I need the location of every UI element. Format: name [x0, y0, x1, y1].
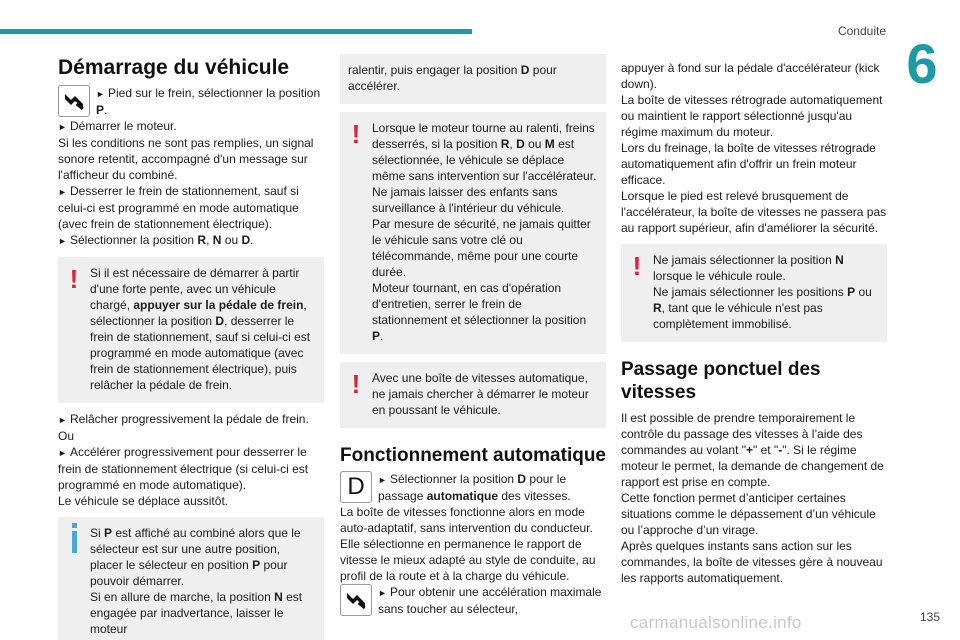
- info-icon: [66, 525, 82, 553]
- downshift-text: La boîte de vitesses rétrograde automatiquement ou maintient le rapport sélectionné jusqu'au régime maximum du moteur.: [621, 93, 883, 139]
- warning-icon: !: [351, 369, 361, 399]
- info-box-continued: ralentir, puis engager la position D pour accélérer.: [340, 54, 606, 104]
- arrow-icon: ►: [58, 448, 67, 458]
- d-position-icon: D: [340, 471, 372, 503]
- warning-box-neutral: ! Ne jamais sélectionner la position N lorsque le véhicule roule. Ne jamais sélectionner les positions P ou R, tant que le véhicule n'est pas complètement immobilisé.: [621, 244, 887, 342]
- braking-text: Lors du freinage, la boîte de vitesses rétrograde automatiquement afin d'offrir un frein moteur efficace.: [621, 141, 876, 187]
- warning-icon: !: [69, 264, 79, 294]
- section-title-manual: Passage ponctuel des vitesses: [621, 359, 821, 403]
- step-select-d: D ► Sélectionner la position D pour le passage automatique des vitesses.: [340, 471, 606, 504]
- warning-icon: !: [351, 119, 361, 149]
- foot-lift-text: Lorsque le pied est relevé brusquement de l'accélérateur, la boîte de vitesses ne passera pas au rapport supérieur, afin d'améliorer la sécurité.: [621, 189, 887, 235]
- watermark: carmanualsonline.info: [630, 613, 802, 632]
- warning-box-push-start: ! Avec une boîte de vitesses automatique, ne jamais chercher à démarrer le moteur en poussant le véhicule.: [340, 362, 606, 428]
- arrow-icon: ►: [58, 415, 67, 425]
- or-text: Ou: [58, 429, 75, 443]
- page-title: Démarrage du véhicule: [58, 56, 290, 79]
- vehicle-moves-text: Le véhicule se déplace aussitôt.: [58, 494, 229, 508]
- step-max-acceleration: ► Pour obtenir une accélération maximale sans toucher au sélecteur,: [340, 584, 606, 617]
- section-title-automatic: Fonctionnement automatique: [340, 445, 606, 466]
- foot-pedal-icon: [340, 584, 372, 616]
- step-brake-select-p: ► Pied sur le frein, sélectionner la position P.: [58, 85, 324, 118]
- anticipate-text: Cette fonction permet d’anticiper certaines situations comme le dépassement d’un véhicule ou l’approche d’un virage.: [621, 491, 876, 537]
- condition-text: Si les conditions ne sont pas remplies, un signal sonore retentit, accompagné d'un message sur l'afficheur du combiné.: [58, 136, 314, 182]
- kick-down-text: appuyer à fond sur la pédale d'accélérateur (kick down).: [621, 61, 880, 91]
- warning-box-idle: ! Lorsque le moteur tourne au ralenti, freins desserrés, si la position R, D ou M est sélectionnée, le véhicule se déplace même sans intervention sur l'accélérateur. Ne jamais laisser des enfants sans surveillance à l'intérieur du véhicule. Par mesure de sécurité, ne jamais quitter le véhicule sans votre clé ou télécommande, même pour une courte durée. Moteur tournant, en cas d'opération d'entretien, serrer le frein de stationnement et sélectionner la position P.: [340, 112, 606, 354]
- foot-pedal-icon: [58, 85, 90, 117]
- warning-box-slope: ! Si il est nécessaire de démarrer à partir d'une forte pente, avec un véhicule chargé, appuyer sur la pédale de frein, sélectionner la position D, desserrer le frein de stationnement, sauf si celui-ci est programmé en mode automatique (avec frein de stationnement électrique), puis relâcher la pédale de frein.: [58, 257, 324, 403]
- header-title: Conduite: [837, 24, 886, 38]
- arrow-icon: ►: [58, 236, 67, 246]
- auto-return-text: Après quelques instants sans action sur les commandes, la boîte de vitesses gère à nouveau les rapports automatiquement.: [621, 539, 883, 585]
- column-1: [58, 52, 324, 640]
- auto-mode-text: La boîte de vitesses fonctionne alors en mode auto-adaptatif, sans intervention du conducteur. Elle sélectionne en permanence le rapport de vitesse le mieux adapté au style de conduite, au profil de la route et à la charge du véhicule.: [340, 505, 596, 583]
- step-release-parking-brake: ► Desserrer le frein de stationnement, sauf si celui-ci est programmé en mode automatique (avec frein de stationnement électrique).: [58, 184, 299, 231]
- column-2: [340, 52, 606, 617]
- step-accelerate: ► Accélérer progressivement pour desserrer le frein de stationnement électrique (si celui-ci est programmé en mode automatique).: [58, 445, 309, 492]
- step-release-brake-pedal: ► Relâcher progressivement la pédale de frein.: [58, 412, 309, 426]
- arrow-icon: ►: [378, 475, 387, 485]
- warning-icon: !: [632, 251, 642, 281]
- header-accent-bar: [0, 29, 472, 34]
- arrow-icon: ►: [58, 187, 67, 197]
- page-number: 135: [919, 610, 940, 624]
- step-start-engine: ► Démarrer le moteur.: [58, 119, 177, 133]
- column-3: [621, 52, 887, 586]
- arrow-icon: ►: [58, 122, 67, 132]
- temporary-control-text: Il est possible de prendre temporairement le contrôle du passage des vitesses à l’aide des commandes au volant "+" et "-". Si le régime moteur le permet, la demande de changement de rapport est prise en compte.: [621, 411, 884, 489]
- arrow-icon: ►: [96, 89, 105, 99]
- info-box-p-displayed: Si P est affiché au combiné alors que le sélecteur est sur une autre position, placer le sélecteur en position P pour pouvoir démarrer. Si en allure de marche, la position N est engagée par inadvertance, laisser le moteur: [58, 517, 324, 640]
- arrow-icon: ►: [378, 588, 387, 598]
- chapter-number: 6: [906, 32, 938, 95]
- step-select-position: ► Sélectionner la position R, N ou D.: [58, 233, 254, 247]
